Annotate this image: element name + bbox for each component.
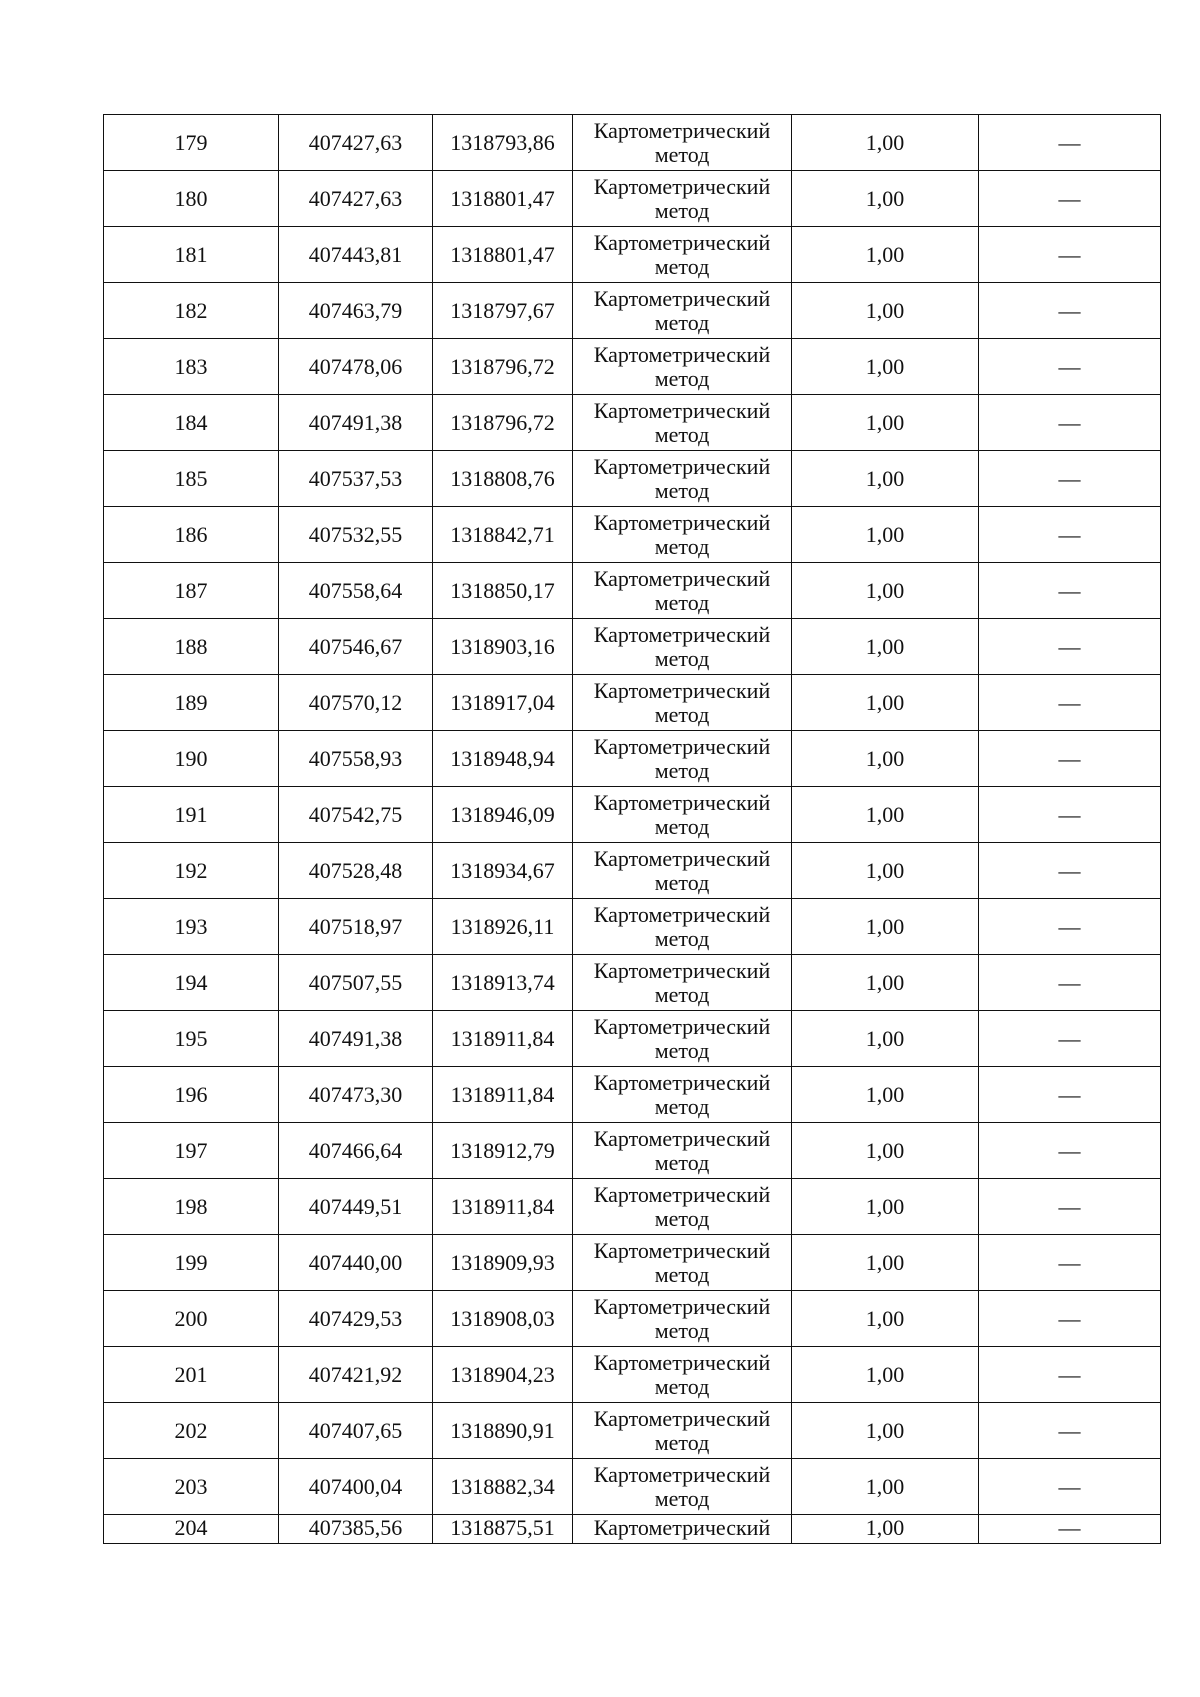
description-cell: — bbox=[979, 1067, 1161, 1123]
x-coordinate-cell: 407385,56 bbox=[279, 1515, 433, 1544]
table-row bbox=[104, 619, 1161, 675]
accuracy-cell: 1,00 bbox=[792, 899, 979, 955]
accuracy-cell: 1,00 bbox=[792, 1459, 979, 1515]
table-row bbox=[104, 955, 1161, 1011]
x-coordinate-cell: 407440,00 bbox=[279, 1235, 433, 1291]
method-cell: Картометрический метод bbox=[573, 1347, 792, 1403]
description-cell: — bbox=[979, 899, 1161, 955]
point-number-cell: 181 bbox=[104, 227, 279, 283]
method-cell: Картометрический метод bbox=[573, 171, 792, 227]
table-row bbox=[104, 1291, 1161, 1347]
description-cell: — bbox=[979, 619, 1161, 675]
method-cell: Картометрический метод bbox=[573, 1067, 792, 1123]
method-cell: Картометрический метод bbox=[573, 1011, 792, 1067]
description-cell: — bbox=[979, 787, 1161, 843]
point-number-cell: 180 bbox=[104, 171, 279, 227]
x-coordinate-cell: 407532,55 bbox=[279, 507, 433, 563]
table-row bbox=[104, 451, 1161, 507]
accuracy-cell: 1,00 bbox=[792, 1123, 979, 1179]
y-coordinate-cell: 1318801,47 bbox=[433, 171, 573, 227]
y-coordinate-cell: 1318793,86 bbox=[433, 115, 573, 171]
table-row bbox=[104, 1347, 1161, 1403]
point-number-cell: 203 bbox=[104, 1459, 279, 1515]
accuracy-cell: 1,00 bbox=[792, 395, 979, 451]
y-coordinate-cell: 1318911,84 bbox=[433, 1067, 573, 1123]
method-cell: Картометрический метод bbox=[573, 339, 792, 395]
x-coordinate-cell: 407528,48 bbox=[279, 843, 433, 899]
method-cell: Картометрический метод bbox=[573, 955, 792, 1011]
method-cell: Картометрический метод bbox=[573, 115, 792, 171]
method-cell: Картометрический метод bbox=[573, 899, 792, 955]
y-coordinate-cell: 1318926,11 bbox=[433, 899, 573, 955]
point-number-cell: 197 bbox=[104, 1123, 279, 1179]
point-number-cell: 201 bbox=[104, 1347, 279, 1403]
coordinates-table-body bbox=[104, 115, 1161, 1544]
accuracy-cell: 1,00 bbox=[792, 451, 979, 507]
y-coordinate-cell: 1318917,04 bbox=[433, 675, 573, 731]
x-coordinate-cell: 407473,30 bbox=[279, 1067, 433, 1123]
point-number-cell: 189 bbox=[104, 675, 279, 731]
description-cell: — bbox=[979, 843, 1161, 899]
table-row bbox=[104, 1235, 1161, 1291]
point-number-cell: 194 bbox=[104, 955, 279, 1011]
table-row bbox=[104, 171, 1161, 227]
description-cell: — bbox=[979, 731, 1161, 787]
x-coordinate-cell: 407429,53 bbox=[279, 1291, 433, 1347]
point-number-cell: 202 bbox=[104, 1403, 279, 1459]
accuracy-cell: 1,00 bbox=[792, 1235, 979, 1291]
table-row bbox=[104, 1067, 1161, 1123]
table-row bbox=[104, 787, 1161, 843]
y-coordinate-cell: 1318913,74 bbox=[433, 955, 573, 1011]
table-row bbox=[104, 1403, 1161, 1459]
x-coordinate-cell: 407466,64 bbox=[279, 1123, 433, 1179]
description-cell: — bbox=[979, 675, 1161, 731]
point-number-cell: 204 bbox=[104, 1515, 279, 1544]
table-row bbox=[104, 1179, 1161, 1235]
point-number-cell: 179 bbox=[104, 115, 279, 171]
description-cell: — bbox=[979, 1235, 1161, 1291]
point-number-cell: 185 bbox=[104, 451, 279, 507]
y-coordinate-cell: 1318797,67 bbox=[433, 283, 573, 339]
accuracy-cell: 1,00 bbox=[792, 731, 979, 787]
x-coordinate-cell: 407570,12 bbox=[279, 675, 433, 731]
y-coordinate-cell: 1318911,84 bbox=[433, 1011, 573, 1067]
method-cell: Картометрический метод bbox=[573, 1123, 792, 1179]
description-cell: — bbox=[979, 1291, 1161, 1347]
description-cell: — bbox=[979, 1347, 1161, 1403]
accuracy-cell: 1,00 bbox=[792, 675, 979, 731]
accuracy-cell: 1,00 bbox=[792, 1347, 979, 1403]
description-cell: — bbox=[979, 115, 1161, 171]
description-cell: — bbox=[979, 283, 1161, 339]
x-coordinate-cell: 407449,51 bbox=[279, 1179, 433, 1235]
description-cell: — bbox=[979, 1179, 1161, 1235]
x-coordinate-cell: 407537,53 bbox=[279, 451, 433, 507]
y-coordinate-cell: 1318890,91 bbox=[433, 1403, 573, 1459]
x-coordinate-cell: 407478,06 bbox=[279, 339, 433, 395]
y-coordinate-cell: 1318911,84 bbox=[433, 1179, 573, 1235]
x-coordinate-cell: 407558,64 bbox=[279, 563, 433, 619]
description-cell: — bbox=[979, 1011, 1161, 1067]
y-coordinate-cell: 1318801,47 bbox=[433, 227, 573, 283]
accuracy-cell: 1,00 bbox=[792, 227, 979, 283]
table-row bbox=[104, 227, 1161, 283]
y-coordinate-cell: 1318903,16 bbox=[433, 619, 573, 675]
description-cell: — bbox=[979, 395, 1161, 451]
table-row bbox=[104, 1515, 1161, 1544]
y-coordinate-cell: 1318904,23 bbox=[433, 1347, 573, 1403]
accuracy-cell: 1,00 bbox=[792, 283, 979, 339]
x-coordinate-cell: 407400,04 bbox=[279, 1459, 433, 1515]
table-row bbox=[104, 1459, 1161, 1515]
y-coordinate-cell: 1318882,34 bbox=[433, 1459, 573, 1515]
point-number-cell: 196 bbox=[104, 1067, 279, 1123]
point-number-cell: 183 bbox=[104, 339, 279, 395]
method-cell: Картометрический метод bbox=[573, 1459, 792, 1515]
table-row bbox=[104, 563, 1161, 619]
table-row bbox=[104, 395, 1161, 451]
method-cell: Картометрический метод bbox=[573, 1179, 792, 1235]
description-cell: — bbox=[979, 955, 1161, 1011]
description-cell: — bbox=[979, 1515, 1161, 1544]
x-coordinate-cell: 407546,67 bbox=[279, 619, 433, 675]
x-coordinate-cell: 407507,55 bbox=[279, 955, 433, 1011]
point-number-cell: 190 bbox=[104, 731, 279, 787]
x-coordinate-cell: 407421,92 bbox=[279, 1347, 433, 1403]
point-number-cell: 187 bbox=[104, 563, 279, 619]
accuracy-cell: 1,00 bbox=[792, 619, 979, 675]
accuracy-cell: 1,00 bbox=[792, 1067, 979, 1123]
table-row bbox=[104, 283, 1161, 339]
table-row bbox=[104, 899, 1161, 955]
method-cell: Картометрический метод bbox=[573, 1291, 792, 1347]
x-coordinate-cell: 407463,79 bbox=[279, 283, 433, 339]
method-cell: Картометрический метод bbox=[573, 731, 792, 787]
x-coordinate-cell: 407427,63 bbox=[279, 171, 433, 227]
y-coordinate-cell: 1318912,79 bbox=[433, 1123, 573, 1179]
point-number-cell: 188 bbox=[104, 619, 279, 675]
x-coordinate-cell: 407427,63 bbox=[279, 115, 433, 171]
method-cell: Картометрический метод bbox=[573, 563, 792, 619]
accuracy-cell: 1,00 bbox=[792, 955, 979, 1011]
description-cell: — bbox=[979, 451, 1161, 507]
point-number-cell: 193 bbox=[104, 899, 279, 955]
point-number-cell: 184 bbox=[104, 395, 279, 451]
x-coordinate-cell: 407407,65 bbox=[279, 1403, 433, 1459]
method-cell: Картометрический метод bbox=[573, 1403, 792, 1459]
x-coordinate-cell: 407491,38 bbox=[279, 395, 433, 451]
point-number-cell: 192 bbox=[104, 843, 279, 899]
description-cell: — bbox=[979, 1123, 1161, 1179]
accuracy-cell: 1,00 bbox=[792, 1403, 979, 1459]
method-cell: Картометрический метод bbox=[573, 843, 792, 899]
description-cell: — bbox=[979, 563, 1161, 619]
y-coordinate-cell: 1318842,71 bbox=[433, 507, 573, 563]
method-cell: Картометрический метод bbox=[573, 395, 792, 451]
method-cell: Картометрический метод bbox=[573, 619, 792, 675]
point-number-cell: 199 bbox=[104, 1235, 279, 1291]
table-row bbox=[104, 843, 1161, 899]
accuracy-cell: 1,00 bbox=[792, 1291, 979, 1347]
y-coordinate-cell: 1318909,93 bbox=[433, 1235, 573, 1291]
method-cell: Картометрический метод bbox=[573, 507, 792, 563]
y-coordinate-cell: 1318908,03 bbox=[433, 1291, 573, 1347]
method-cell: Картометрический метод bbox=[573, 675, 792, 731]
accuracy-cell: 1,00 bbox=[792, 563, 979, 619]
y-coordinate-cell: 1318946,09 bbox=[433, 787, 573, 843]
table-row bbox=[104, 115, 1161, 171]
y-coordinate-cell: 1318796,72 bbox=[433, 339, 573, 395]
method-cell: Картометрический bbox=[573, 1515, 792, 1544]
method-cell: Картометрический метод bbox=[573, 787, 792, 843]
method-cell: Картометрический метод bbox=[573, 283, 792, 339]
accuracy-cell: 1,00 bbox=[792, 339, 979, 395]
x-coordinate-cell: 407558,93 bbox=[279, 731, 433, 787]
description-cell: — bbox=[979, 171, 1161, 227]
y-coordinate-cell: 1318796,72 bbox=[433, 395, 573, 451]
method-cell: Картометрический метод bbox=[573, 1235, 792, 1291]
x-coordinate-cell: 407443,81 bbox=[279, 227, 433, 283]
accuracy-cell: 1,00 bbox=[792, 171, 979, 227]
x-coordinate-cell: 407542,75 bbox=[279, 787, 433, 843]
y-coordinate-cell: 1318808,76 bbox=[433, 451, 573, 507]
x-coordinate-cell: 407491,38 bbox=[279, 1011, 433, 1067]
x-coordinate-cell: 407518,97 bbox=[279, 899, 433, 955]
table-row bbox=[104, 731, 1161, 787]
point-number-cell: 198 bbox=[104, 1179, 279, 1235]
accuracy-cell: 1,00 bbox=[792, 507, 979, 563]
description-cell: — bbox=[979, 339, 1161, 395]
description-cell: — bbox=[979, 507, 1161, 563]
description-cell: — bbox=[979, 1403, 1161, 1459]
table-row bbox=[104, 507, 1161, 563]
point-number-cell: 191 bbox=[104, 787, 279, 843]
accuracy-cell: 1,00 bbox=[792, 1011, 979, 1067]
table-row bbox=[104, 339, 1161, 395]
accuracy-cell: 1,00 bbox=[792, 1515, 979, 1544]
accuracy-cell: 1,00 bbox=[792, 1179, 979, 1235]
table-row bbox=[104, 675, 1161, 731]
point-number-cell: 186 bbox=[104, 507, 279, 563]
method-cell: Картометрический метод bbox=[573, 227, 792, 283]
method-cell: Картометрический метод bbox=[573, 451, 792, 507]
y-coordinate-cell: 1318850,17 bbox=[433, 563, 573, 619]
y-coordinate-cell: 1318948,94 bbox=[433, 731, 573, 787]
coordinates-table bbox=[103, 114, 1161, 1544]
accuracy-cell: 1,00 bbox=[792, 843, 979, 899]
description-cell: — bbox=[979, 1459, 1161, 1515]
point-number-cell: 182 bbox=[104, 283, 279, 339]
table-row bbox=[104, 1011, 1161, 1067]
description-cell: — bbox=[979, 227, 1161, 283]
point-number-cell: 195 bbox=[104, 1011, 279, 1067]
table-row bbox=[104, 1123, 1161, 1179]
y-coordinate-cell: 1318875,51 bbox=[433, 1515, 573, 1544]
point-number-cell: 200 bbox=[104, 1291, 279, 1347]
accuracy-cell: 1,00 bbox=[792, 787, 979, 843]
y-coordinate-cell: 1318934,67 bbox=[433, 843, 573, 899]
accuracy-cell: 1,00 bbox=[792, 115, 979, 171]
